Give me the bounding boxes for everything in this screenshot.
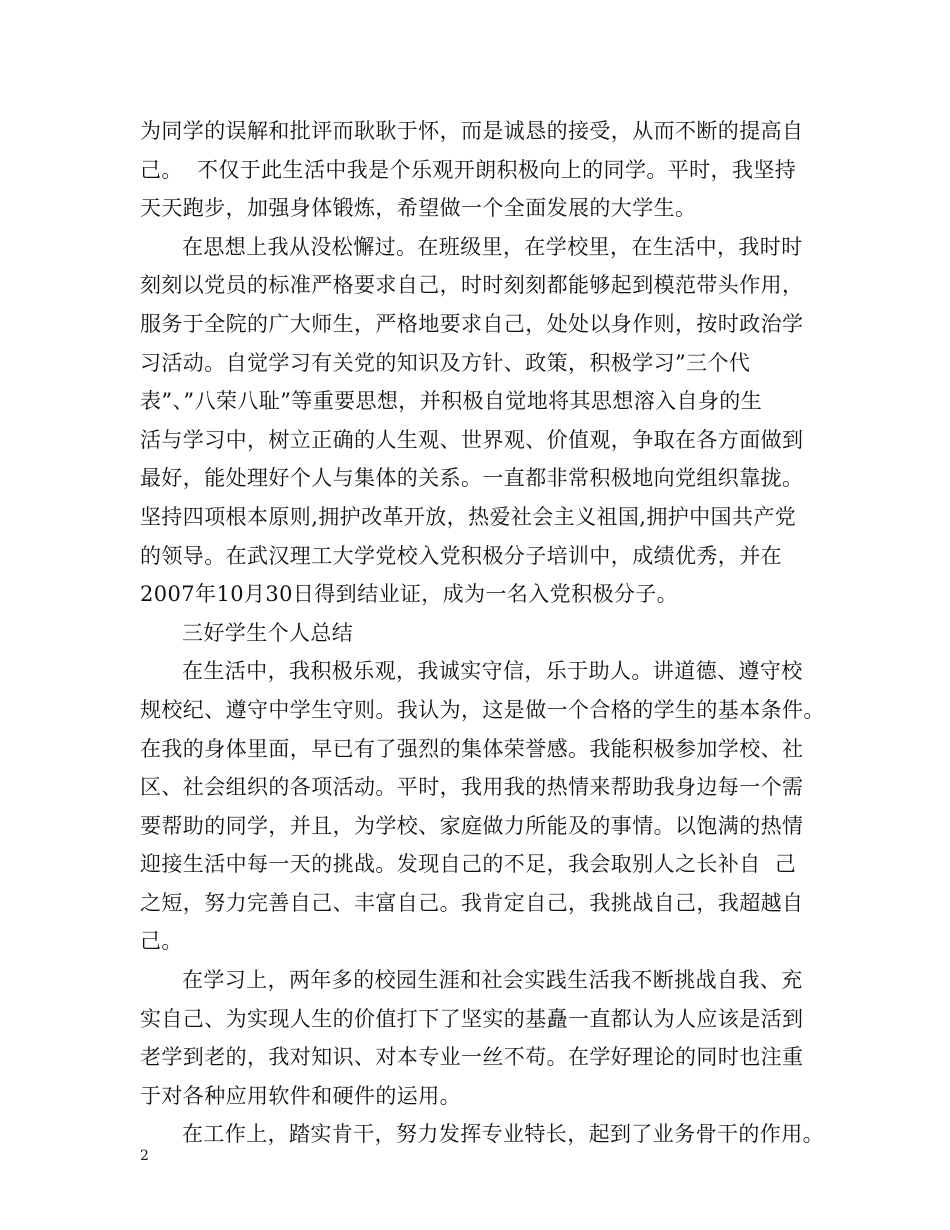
text-line: 老学到老的，我对知识、对本专业一丝不苟。在学好理论的同时也注重 [140,1045,804,1070]
text-line: 2007年10月30日得到结业证，成为一名入党积极分子。 [140,582,679,607]
text-line: 活与学习中，树立正确的人生观、世界观、价值观，争取在各方面做到 [140,427,804,452]
text-line: 在生活中，我积极乐观，我诚实守信，乐于助人。讲道德、遵守校 [182,659,803,684]
text-line: 己。 不仅于此生活中我是个乐观开朗积极向上的同学。平时，我坚持 [140,157,797,182]
text-line: 之短，努力完善自己、丰富自己。我肯定自己，我挑战自己，我超越自 [140,890,804,915]
text-line: 己。 [140,929,183,954]
text-line: 规校纪、遵守中学生守则。我认为，这是做一个合格的学生的基本条件。 [140,697,825,722]
text-line: 为同学的误解和批评而耿耿于怀，而是诚恳的接受，从而不断的提高自 [140,119,804,143]
text-line: 于对各种应用软件和硬件的运用。 [140,1083,461,1108]
text-line: 坚持四项根本原则,拥护改革开放，热爱社会主义祖国,拥护中国共产党 [140,504,797,529]
text-line: 区、社会组织的各项活动。平时，我用我的热情来帮助我身边每一个需 [140,775,804,800]
text-line: 最好，能处理好个人与集体的关系。一直都非常积极地向党组织靠拢。 [140,466,804,491]
text-line: 服务于全院的广大师生，严格地要求自己，处处以身作则，按时政治学 [140,311,804,336]
text-line: 习活动。自觉学习有关党的知识及方针、政策，积极学习”三个代 [140,350,751,375]
section-heading: 三好学生个人总结 [182,620,354,645]
body-text [140,112,830,1154]
text-line: 迎接生活中每一天的挑战。发现自己的不足，我会取别人之长补自 己 [140,852,797,877]
text-line: 天天跑步，加强身体锻炼，希望做一个全面发展的大学生。 [140,196,697,221]
text-line: 在工作上，踏实肯干，努力发挥专业特长，起到了业务骨干的作用。 [182,1122,824,1147]
text-line: 要帮助的同学，并且，为学校、家庭做力所能及的事情。以饱满的热情 [140,813,804,838]
text-line: 在思想上我从没松懈过。在班级里，在学校里，在生活中，我时时 [182,234,803,259]
text-line: 在学习上，两年多的校园生涯和社会实践生活我不断挑战自我、充 [182,968,803,993]
text-line: 表”、”八荣八耻”等重要思想，并积极自觉地将其思想溶入自身的生 [140,389,763,414]
text-line: 实自己、为实现人生的价值打下了坚实的基矗一直都认为人应该是活到 [140,1006,804,1031]
page-number: 2 [140,1148,149,1164]
text-line: 的领导。在武汉理工大学党校入党积极分子培训中，成绩优秀，并在 [140,543,782,568]
text-line: 刻刻以党员的标准严格要求自己，时时刻刻都能够起到模范带头作用， [140,273,804,298]
text-line: 在我的身体里面，早已有了强烈的集体荣誉感。我能积极参加学校、社 [140,736,804,761]
